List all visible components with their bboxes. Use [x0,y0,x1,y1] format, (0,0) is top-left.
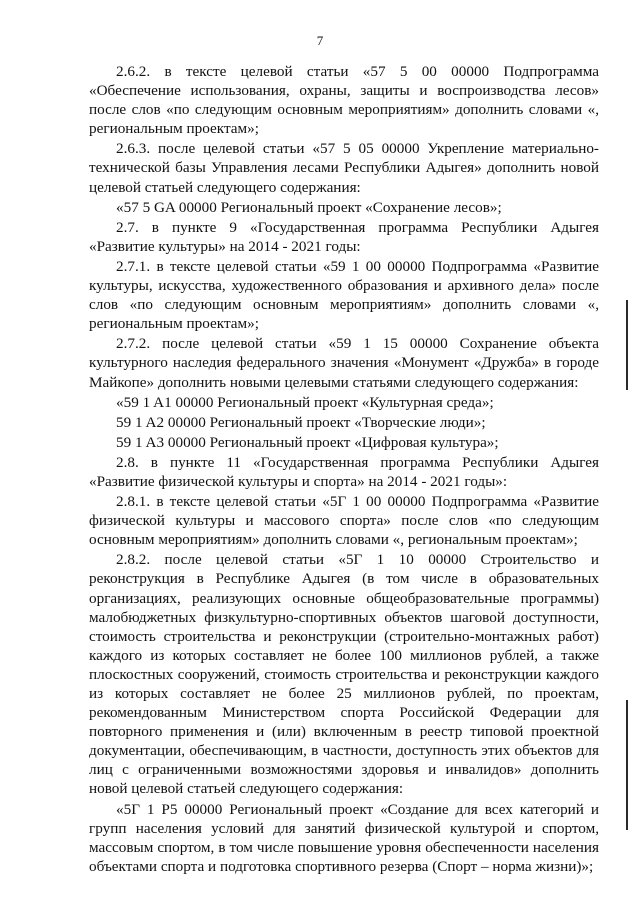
paragraph-2-8-2: 2.8.2. после целевой статьи «5Г 1 10 00000 Строительство и реконструкция в Республике Адыгея (в том числе в образовательных организациях, реализующих основные общеобразовательные программы) малобюджетных физкультурно-спортивных объектов шаговой доступности, стоимость строительства и реконструкции (строительно-монтажных работ) каждого из которых составляет не более 100 миллионов рублей, а также плоскостных сооружений, стоимость строительства и реконструкции каждого из которых составляет не более 25 миллионов рублей, по проектам, рекомендованным Министерством спорта Российской Федерации для повторного применения и (или) включенным в реестр типовой проектной документации, обеспечивающим, в частности, доступность этих объектов для лиц с ограниченными возможностями здоровья и инвалидов» дополнить новой целевой статьей следующего содержания: [89,551,599,798]
scan-edge-mark-top [626,300,628,390]
paragraph-2-8-1: 2.8.1. в тексте целевой статьи «5Г 1 00 00000 Подпрограмма «Развитие физической культуры и массового спорта» после слов «по следующим основным мероприятиям» дополнить словами «, региональным проектам»; [89,493,599,549]
paragraph-article-59-1-a3: 59 1 A3 00000 Региональный проект «Цифровая культура»; [116,433,499,451]
paragraph-2-7-1: 2.7.1. в тексте целевой статьи «59 1 00 00000 Подпрограмма «Развитие культуры, искусства, художественного образования и архивного дела» после слов «по следующим основным мероприятиям» дополнить словами «, региональным проектам»; [89,257,599,333]
paragraph-article-59-1-a2: 59 1 A2 00000 Региональный проект «Творческие люди»; [116,413,486,431]
paragraph-2-7-2: 2.7.2. после целевой статьи «59 1 15 00000 Сохранение объекта культурного наследия федерального значения «Монумент «Дружба» в городе Майкопе» дополнить новыми целевыми статьями следующего содержания: [89,335,599,391]
paragraph-article-5g-1-p5: «5Г 1 P5 00000 Региональный проект «Создание для всех категорий и групп населения условий для занятий физической культурой и спортом, массовым спортом, в том числе повышение уровня обеспеченности населения объектами спорта и подготовка спортивного резерва (Спорт – норма жизни)»; [89,800,599,875]
paragraph-2-6-3: 2.6.3. после целевой статьи «57 5 05 00000 Укрепление материально-технической базы Управления лесами Республики Адыгея» дополнить новой целевой статьей следующего содержания: [89,140,599,196]
paragraph-article-57-5-ga: «57 5 GA 00000 Региональный проект «Сохранение лесов»; [116,198,502,216]
paragraph-article-59-1-a1: «59 1 A1 00000 Региональный проект «Культурная среда»; [116,393,494,411]
paragraph-2-6-2: 2.6.2. в тексте целевой статьи «57 5 00 00000 Подпрограмма «Обеспечение использования, охраны, защиты и воспроизводства лесов» после слов «по следующим основным мероприятиям» дополнить словами «, региональным проектам»; [89,63,599,138]
paragraph-2-8: 2.8. в пункте 11 «Государственная программа Республики Адыгея «Развитие физической культуры и спорта» на 2014 - 2021 годы»: [89,453,599,490]
page-number: 7 [316,33,324,48]
document-body [89,62,599,876]
scan-edge-mark-bottom [626,700,628,830]
paragraph-2-7: 2.7. в пункте 9 «Государственная программа Республики Адыгея «Развитие культуры» на 2014 - 2021 годы: [89,218,599,255]
